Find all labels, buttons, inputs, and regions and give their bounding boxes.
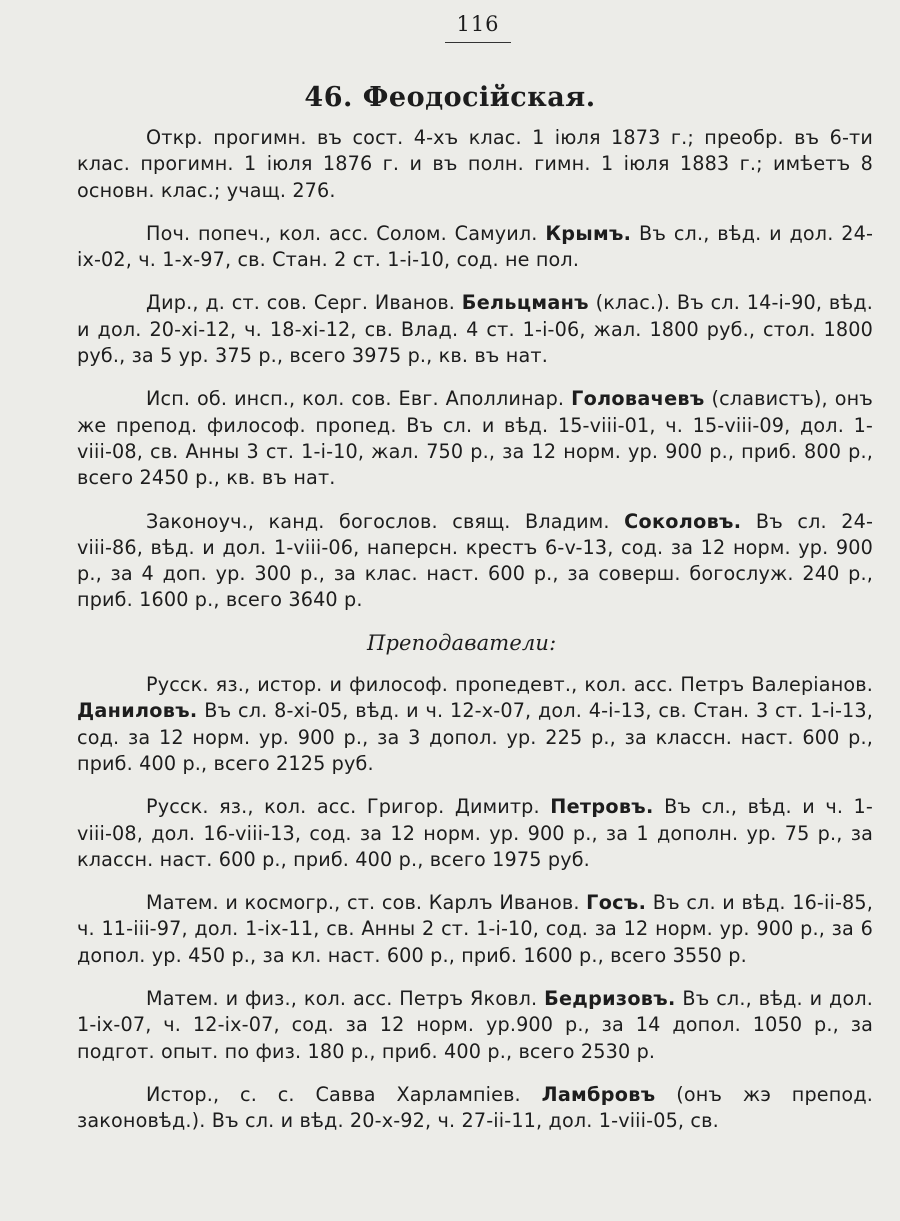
entry-prefix: Истор., с. с. Савва Харлампіев. [146,1082,521,1106]
entry-details: Въ сл. и вѣд. 16-іі-85, ч. 11-ііі-97, дол. 1-іх-11, св. Анны 2 ст. 1-і-10, сод. за 12 норм. ур. 900 р., за 6 допол. ур. 450 р., за кл. наст. 600 р., приб. 1600 р., всего 3550 р. [77,891,873,967]
staff-entry-inspector [77,386,873,491]
page-number: 116 [456,12,500,36]
entry-prefix: Исп. об. инсп., кол. сов. Евг. Аполлинар. [146,387,565,411]
entry-details: (славистъ), онъ же препод. философ. пропед. Въ сл. и вѣд. 15-vііі-01, ч. 15-vііі-09, дол. 1-vііі-08, св. Анны 3 ст. 1-і-10, жал. 750 р., за 12 норм. ур. 900 р., приб. 800 р., всего 2450 р., кв. въ нат. [77,387,873,490]
staff-entry-priest [77,509,873,614]
person-surname: Ламбровъ [541,1082,656,1106]
entry-details: Въ сл., вѣд. и дол. 1-іх-07, ч. 12-іх-07, сод. за 12 норм. ур.900 р., за 14 допол. 1050 р., за подгот. опыт. по физ. 180 р., приб. 400 р., всего 2530 р. [77,987,873,1063]
page-number-rule [445,42,511,43]
teacher-entry [77,1082,873,1135]
person-surname: Даниловъ. [77,699,198,723]
entry-prefix: Матем. и физ., кол. асс. Петръ Яковл. [146,987,538,1011]
entry-prefix: Поч. попеч., кол. асс. Солом. Самуил. [146,221,538,245]
entry-prefix: Матем. и космогр., ст. сов. Карлъ Иванов. [146,891,580,915]
section-heading: 46. Феодосійская. [304,82,596,113]
entry-details: Въ сл. 8-хі-05, вѣд. и ч. 12-х-07, дол. 4-і-13, св. Стан. 3 ст. 1-і-13, сод. за 12 норм. ур. 900 р., за 3 допол. ур. 225 р., за классн. наст. 600 р., приб. 400 р., всего 2125 руб. [77,699,873,775]
entry-prefix: Русск. яз., истор. и философ. пропедевт., кол. асс. Петръ Валеріанов. [146,673,873,697]
entry-details: Въ сл., вѣд. и дол. 24-іх-02, ч. 1-х-97, св. Стан. 2 ст. 1-і-10, сод. не пол. [77,221,874,272]
teacher-entry [77,986,873,1065]
person-surname: Соколовъ. [624,509,742,533]
person-surname: Петровъ. [550,795,654,819]
entry-details: Въ сл. 24-vііі-86, вѣд. и дол. 1-vііі-06, наперсн. крестъ 6-v-13, сод. за 12 норм. ур. 900 р., за 4 доп. ур. 300 р., за клас. наст. 600 р., за соверш. богослуж. 240 р., приб. 1600 р., всего 3640 р. [77,509,874,612]
entry-prefix: Русск. яз., кол. асс. Григор. Димитр. [146,795,540,819]
staff-entry-director [77,290,873,369]
person-surname: Головачевъ [571,387,705,411]
person-surname: Госъ. [586,891,647,915]
person-surname: Бедризовъ. [544,987,676,1011]
entry-details: (онъ жэ препод. законовѣд.). Въ сл. и вѣд. 20-х-92, ч. 27-іі-11, дол. 1-vііі-05, св. [77,1082,873,1133]
staff-entry-curator [77,221,873,274]
teacher-entry [77,890,873,969]
intro-paragraph: Откр. прогимн. въ сост. 4-хъ клас. 1 іюля 1873 г.; преобр. въ 6-ти клас. прогимн. 1 іюля 1876 г. и въ полн. гимн. 1 іюля 1883 г.; имѣетъ 8 основн. клас.; учащ. 276. [77,126,873,202]
teacher-entry [77,672,873,777]
person-surname: Крымъ. [545,221,632,245]
entry-details: Въ сл., вѣд. и ч. 1-vііі-08, дол. 16-vііі-13, сод. за 12 норм. ур. 900 р., за 1 дополн. ур. 75 р., за классн. наст. 600 р., приб. 400 р., всего 1975 руб. [77,795,873,871]
teacher-entry [77,794,873,873]
body-text [77,125,873,1135]
entry-prefix: Дир., д. ст. сов. Серг. Иванов. [146,291,456,315]
teachers-section-title: Преподаватели: [367,630,557,655]
entry-details: (клас.). Въ сл. 14-і-90, вѣд. и дол. 20-хі-12, ч. 18-хі-12, св. Влад. 4 ст. 1-і-06, жал. 1800 руб., стол. 1800 руб., за 5 ур. 375 р., всего 3975 р., кв. въ нат. [77,291,873,368]
entry-prefix: Законоуч., канд. богослов. свящ. Владим. [146,509,610,533]
person-surname: Бельцманъ [461,291,589,315]
